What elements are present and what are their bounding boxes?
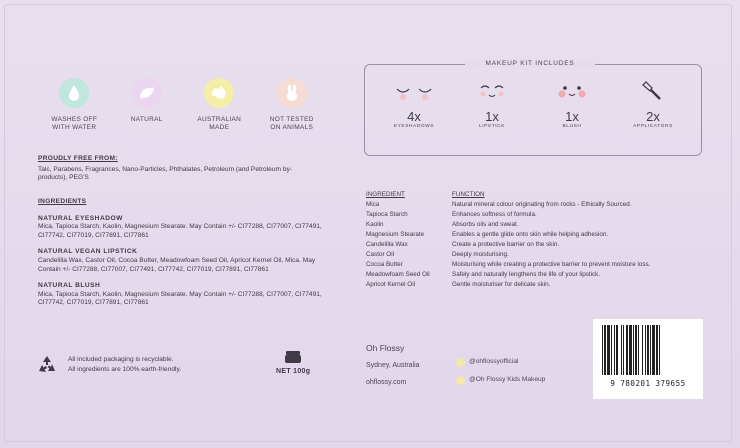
- instagram-handle[interactable]: @ohflossyofficial: [469, 358, 519, 365]
- product-name: NATURAL EYESHADOW: [38, 214, 123, 222]
- facebook-icon: [456, 376, 465, 385]
- function-cell: Absorbs oils and sweat.: [452, 221, 519, 228]
- table-row: [366, 200, 650, 210]
- kit-label: EYESHADOWS: [393, 124, 435, 129]
- product-eyeshadow: [38, 215, 328, 241]
- table-row: [366, 260, 650, 270]
- function-cell: Create a protective barrier on the skin.: [452, 241, 560, 248]
- ingredient-cell: Magnesium Stearate: [366, 231, 425, 238]
- function-cell: Safely and naturally lengthens the life of your lipstick.: [452, 271, 601, 278]
- kit-item-lipstick: [452, 80, 532, 129]
- facebook-row: [456, 371, 545, 389]
- badge-label: NOT TESTED ON ANIMALS: [269, 116, 314, 131]
- table-header: [366, 190, 650, 200]
- proudly-free-heading: PROUDLY FREE FROM:: [38, 155, 118, 162]
- australia-icon: [204, 78, 234, 108]
- ingredient-cell: Castor Oil: [366, 251, 394, 258]
- packaging-line-1: All included packaging is recyclable.: [68, 356, 174, 363]
- product-lipstick: [38, 248, 328, 274]
- kit-item-blush: [532, 80, 612, 129]
- ingredient-cell: Candelilla Wax: [366, 241, 408, 248]
- recycle-icon: [36, 354, 58, 381]
- brand-name: Oh Flossy: [366, 343, 405, 353]
- table-row: [366, 240, 650, 250]
- kit-label: APPLICATORS: [633, 124, 673, 129]
- barcode-icon: [600, 325, 696, 375]
- ingredient-cell: Mica: [366, 201, 380, 208]
- function-cell: Enhances softness of formula.: [452, 211, 537, 218]
- sleepy-eyes-icon: [393, 80, 435, 102]
- brand-location: Sydney, Australia: [366, 362, 420, 369]
- badge-label: AUSTRALIAN MADE: [197, 116, 242, 131]
- kit-item-applicators: [613, 80, 693, 129]
- blush-face-icon: [551, 80, 593, 102]
- ingredient-cell: Apricot Kernel Oil: [366, 281, 415, 288]
- kit-count: 1x: [565, 109, 579, 124]
- kit-label: BLUSH: [562, 124, 582, 129]
- ingredients-section: [38, 198, 328, 308]
- instagram-icon: [456, 358, 465, 367]
- brand-block: [366, 340, 420, 391]
- column-header-ingredient: INGREDIENT: [366, 191, 405, 198]
- barcode-number: 9 780201 379655: [610, 379, 686, 388]
- kit-title: MAKEUP KIT INCLUDES: [465, 60, 595, 67]
- product-ingredients: Candelilla Wax, Castor Oil, Cocoa Butter, Meadowfoam Seed Oil, Apricot Kernel Oil, Mica. May Contain +/- CI77288, CI77007, CI77491, CI77742, CI77019, CI77891, CI77861: [38, 256, 316, 273]
- badge-label: NATURAL: [130, 116, 163, 123]
- table-row: [366, 270, 650, 280]
- packaging-line-2: All ingredients are 100% earth-friendly.: [68, 366, 182, 373]
- kit-label: LIPSTICK: [478, 124, 506, 129]
- kit-count: 2x: [646, 109, 660, 124]
- jar-icon: [284, 350, 302, 364]
- bunny-icon: [277, 78, 307, 108]
- ingredient-function-table: [366, 190, 650, 290]
- badge-australian-made: [183, 78, 256, 132]
- badge-not-tested: [256, 78, 329, 132]
- product-name: NATURAL BLUSH: [38, 282, 101, 290]
- ingredient-cell: Tapioca Starch: [366, 211, 408, 218]
- function-cell: Natural mineral colour originating from rocks - Ethically Sourced.: [452, 201, 632, 208]
- function-cell: Deeply moisturising.: [452, 251, 509, 258]
- ingredients-heading: INGREDIENTS: [38, 198, 87, 205]
- function-cell: Gentle moisturiser for delicate skin.: [452, 281, 551, 288]
- leaf-icon: [132, 78, 162, 108]
- kit-count: 4x: [407, 109, 421, 124]
- table-row: [366, 280, 650, 290]
- product-name: NATURAL VEGAN LIPSTICK: [38, 248, 138, 256]
- proudly-free-section: [38, 155, 318, 183]
- product-ingredients: Mica, Tapioca Starch, Kaolin, Magnesium Stearate. May Contain +/- CI77288, CI77007, CI77491, CI77742, CI77019, CI77891, CI77861: [38, 223, 322, 239]
- badge-label: WASHES OFF WITH WATER: [51, 116, 98, 131]
- facebook-handle[interactable]: @Oh Flossy Kids Makeup: [469, 376, 546, 383]
- product-ingredients: Mica, Tapioca Starch, Kaolin, Magnesium Stearate. May Contain +/- CI77288, CI77007, CI77491, CI77742, CI77019, CI77891, CI77861: [38, 290, 322, 307]
- table-row: [366, 250, 650, 260]
- table-row: [366, 210, 650, 220]
- kit-item-eyeshadows: [374, 80, 454, 129]
- ingredient-cell: Meadowfoam Seed Oil: [366, 271, 430, 278]
- instagram-row: [456, 353, 545, 371]
- kit-count: 1x: [485, 109, 499, 124]
- net-weight-label: NET 100g: [276, 368, 311, 375]
- table-row: [366, 220, 650, 230]
- proudly-free-text: Talc, Parabens, Fragrances, Nano-Particles, Phthalates, Petroleum (and Petroleum by-products), PEG'S: [38, 165, 292, 182]
- brand-website[interactable]: ohflossy.com: [366, 379, 407, 386]
- ingredient-cell: Cocoa Butter: [366, 261, 403, 268]
- badge-natural: [111, 78, 184, 132]
- brush-icon: [632, 80, 674, 102]
- packaging-note: [68, 355, 181, 375]
- badge-washes-off: [38, 78, 111, 132]
- social-block: [456, 353, 545, 389]
- barcode-panel: [593, 319, 703, 399]
- function-cell: Moisturising while creating a protective barrier to prevent moisture loss.: [452, 261, 651, 268]
- table-row: [366, 230, 650, 240]
- product-blush: [38, 282, 328, 308]
- column-header-function: FUNCTION: [452, 191, 485, 198]
- ingredient-cell: Kaolin: [366, 221, 384, 228]
- water-drop-icon: [59, 78, 89, 108]
- net-weight: [276, 350, 310, 375]
- function-cell: Enables a gentle glide onto skin while helping adhesion.: [452, 231, 609, 238]
- badge-row: [38, 78, 328, 132]
- wink-face-icon: [471, 80, 513, 102]
